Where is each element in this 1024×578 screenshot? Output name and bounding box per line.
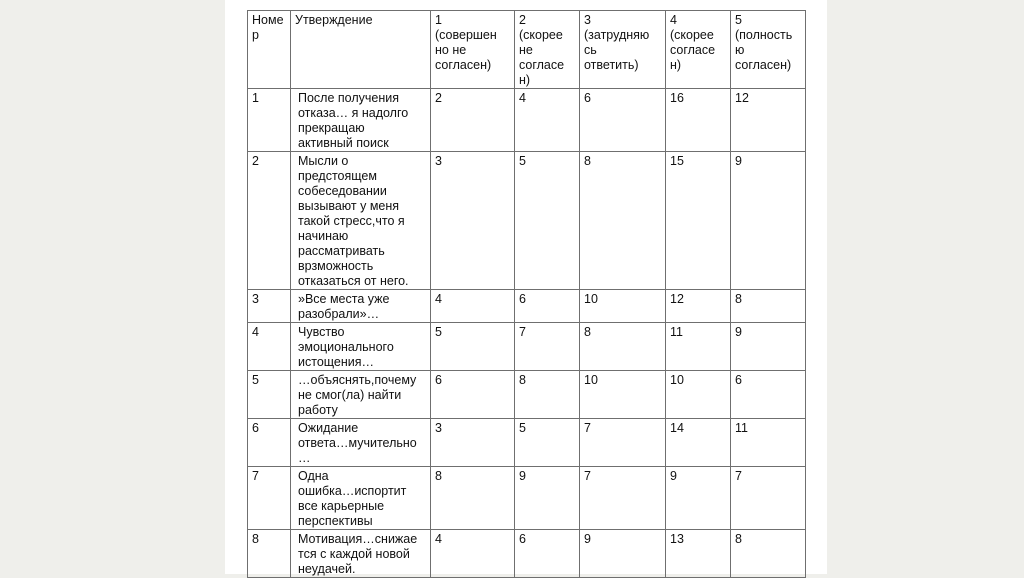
cell-scale-5: 12 bbox=[731, 89, 806, 152]
cell-scale-1: 4 bbox=[431, 530, 515, 578]
cell-scale-2: 7 bbox=[515, 323, 580, 371]
cell-scale-5: 6 bbox=[731, 371, 806, 419]
cell-scale-1: 8 bbox=[431, 467, 515, 530]
cell-scale-5: 8 bbox=[731, 530, 806, 578]
row-statement: Чувство эмоционального истощения… bbox=[291, 323, 431, 371]
table-row bbox=[248, 530, 806, 578]
cell-scale-3: 7 bbox=[580, 419, 666, 467]
table-row bbox=[248, 152, 806, 290]
document-page bbox=[225, 0, 827, 574]
row-statement: Мысли о предстоящем собеседовании вызывают у меня такой стресс,что я начинаю рассматривать врзможность отказаться от него. bbox=[291, 152, 431, 290]
header-scale-5: 5 (полность ю согласен) bbox=[731, 11, 806, 89]
cell-scale-3: 7 bbox=[580, 467, 666, 530]
cell-scale-4: 12 bbox=[666, 290, 731, 323]
row-number: 1 bbox=[248, 89, 291, 152]
header-scale-3: 3 (затрудняю сь ответить) bbox=[580, 11, 666, 89]
cell-scale-2: 5 bbox=[515, 152, 580, 290]
header-scale-4: 4 (скорее согласе н) bbox=[666, 11, 731, 89]
row-statement: …объяснять,почему не смог(ла) найти работу bbox=[291, 371, 431, 419]
header-number: Номе р bbox=[248, 11, 291, 89]
table-row bbox=[248, 419, 806, 467]
row-number: 8 bbox=[248, 530, 291, 578]
cell-scale-2: 6 bbox=[515, 290, 580, 323]
cell-scale-3: 8 bbox=[580, 323, 666, 371]
table-row bbox=[248, 323, 806, 371]
table-header-row bbox=[248, 11, 806, 89]
cell-scale-2: 6 bbox=[515, 530, 580, 578]
cell-scale-2: 8 bbox=[515, 371, 580, 419]
cell-scale-5: 8 bbox=[731, 290, 806, 323]
cell-scale-3: 9 bbox=[580, 530, 666, 578]
cell-scale-1: 2 bbox=[431, 89, 515, 152]
row-number: 5 bbox=[248, 371, 291, 419]
cell-scale-1: 6 bbox=[431, 371, 515, 419]
cell-scale-3: 8 bbox=[580, 152, 666, 290]
cell-scale-2: 4 bbox=[515, 89, 580, 152]
cell-scale-2: 5 bbox=[515, 419, 580, 467]
cell-scale-4: 15 bbox=[666, 152, 731, 290]
cell-scale-4: 10 bbox=[666, 371, 731, 419]
table-row bbox=[248, 89, 806, 152]
row-statement: После получения отказа… я надолго прекращаю активный поиск bbox=[291, 89, 431, 152]
cell-scale-5: 11 bbox=[731, 419, 806, 467]
row-number: 3 bbox=[248, 290, 291, 323]
cell-scale-4: 11 bbox=[666, 323, 731, 371]
row-statement: Ожидание ответа…мучительно … bbox=[291, 419, 431, 467]
table-row bbox=[248, 467, 806, 530]
table-row bbox=[248, 371, 806, 419]
cell-scale-4: 9 bbox=[666, 467, 731, 530]
cell-scale-5: 9 bbox=[731, 323, 806, 371]
row-statement: Одна ошибка…испортит все карьерные перспективы bbox=[291, 467, 431, 530]
cell-scale-1: 5 bbox=[431, 323, 515, 371]
row-statement: Мотивация…снижае тся с каждой новой неудачей. bbox=[291, 530, 431, 578]
cell-scale-1: 4 bbox=[431, 290, 515, 323]
cell-scale-2: 9 bbox=[515, 467, 580, 530]
cell-scale-3: 10 bbox=[580, 371, 666, 419]
cell-scale-4: 16 bbox=[666, 89, 731, 152]
row-number: 4 bbox=[248, 323, 291, 371]
cell-scale-1: 3 bbox=[431, 152, 515, 290]
row-statement: »Все места уже разобрали»… bbox=[291, 290, 431, 323]
row-number: 2 bbox=[248, 152, 291, 290]
cell-scale-3: 6 bbox=[580, 89, 666, 152]
cell-scale-5: 9 bbox=[731, 152, 806, 290]
header-scale-1: 1 (совершен но не согласен) bbox=[431, 11, 515, 89]
cell-scale-1: 3 bbox=[431, 419, 515, 467]
survey-table bbox=[247, 10, 806, 578]
row-number: 6 bbox=[248, 419, 291, 467]
cell-scale-3: 10 bbox=[580, 290, 666, 323]
cell-scale-4: 13 bbox=[666, 530, 731, 578]
table-row bbox=[248, 290, 806, 323]
cell-scale-5: 7 bbox=[731, 467, 806, 530]
header-scale-2: 2 (скорее не согласе н) bbox=[515, 11, 580, 89]
cell-scale-4: 14 bbox=[666, 419, 731, 467]
header-statement: Утверждение bbox=[291, 11, 431, 89]
row-number: 7 bbox=[248, 467, 291, 530]
